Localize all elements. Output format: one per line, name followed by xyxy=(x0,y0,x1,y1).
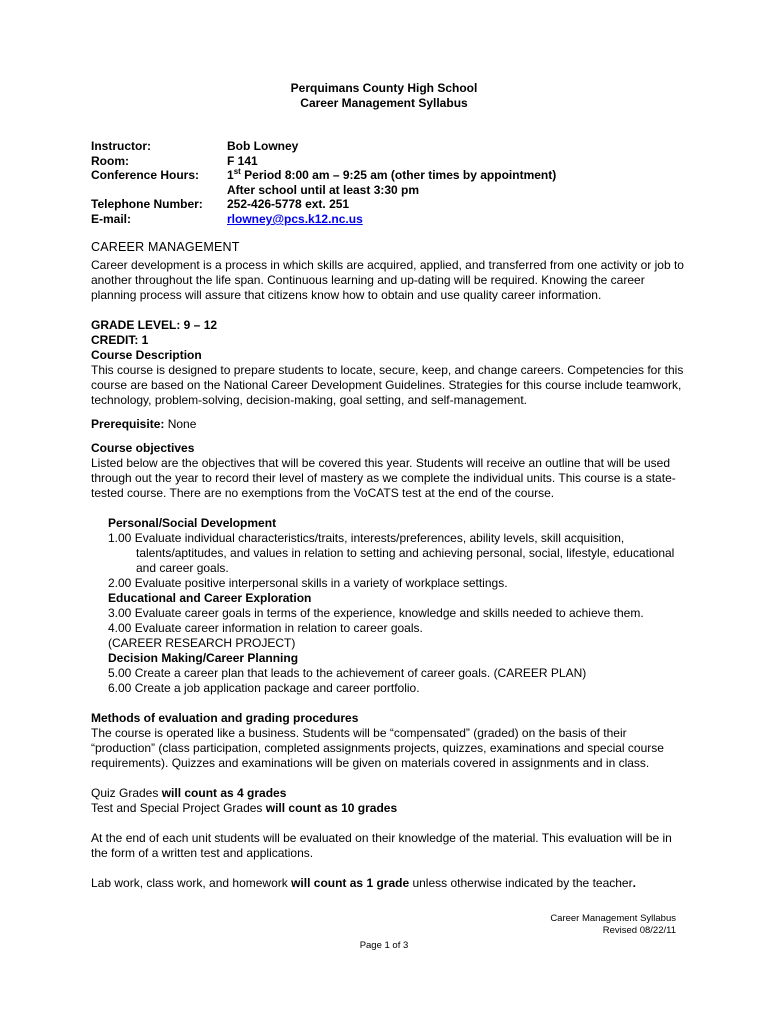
course-description-heading: Course Description xyxy=(91,348,202,362)
instructor-value: Bob Lowney xyxy=(227,139,299,153)
objective-2-00: 2.00 Evaluate positive interpersonal skills in a variety of workplace settings. xyxy=(108,576,508,590)
instructor-info xyxy=(91,139,731,227)
test-grades-prefix: Test and Special Project Grades xyxy=(91,801,266,815)
lab-work-weight: will count as 1 grade xyxy=(291,876,410,890)
conference-row xyxy=(91,168,731,197)
document-title: Career Management Syllabus xyxy=(300,96,468,110)
evaluation-text: The course is operated like a business. Students will be “compensated” (graded) on the basis of their “production” (class participation, completed assignments projects, quizzes, examinations and special course requirements). Quizzes and examinations will be given on materials covered in assignments and in class. xyxy=(91,726,664,770)
email-link[interactable]: rlowney@pcs.k12.nc.us xyxy=(227,211,363,226)
credit: CREDIT: 1 xyxy=(91,333,149,347)
conference-value xyxy=(227,168,731,197)
lab-work-prefix: Lab work, class work, and homework xyxy=(91,876,292,890)
decision-making-heading: Decision Making/Career Planning xyxy=(108,651,299,665)
page-number: Page 1 of 3 xyxy=(359,940,409,951)
personal-social-heading: Personal/Social Development xyxy=(108,516,277,530)
lab-work-grades xyxy=(91,876,691,891)
room-row xyxy=(91,154,731,169)
objective-1-00: 1.00 Evaluate individual characteristics/traits, interests/preferences, ability levels, skill acquisition, talents/aptitudes, and values in relation to setting and achieving personal, social, lifestyle, educational and career goals. xyxy=(108,531,675,575)
room-label: Room: xyxy=(91,153,129,168)
phone-row xyxy=(91,197,731,212)
school-name: Perquimans County High School xyxy=(290,81,478,95)
document-header xyxy=(0,81,768,111)
course-objectives-text: Listed below are the objectives that will be covered this year. Students will receive an outline that will be used through out the year to record their level of mastery as we complete the individual units. This course is a state-tested course. There are no exemptions from the VoCATS test at the end of the course. xyxy=(91,456,676,500)
objective-5-00: 5.00 Create a career plan that leads to the achievement of career goals. (CAREER PLAN) xyxy=(108,666,587,680)
instructor-label: Instructor: xyxy=(91,139,151,153)
objective-6-00: 6.00 Create a job application package and career portfolio. xyxy=(108,681,420,695)
educational-career-heading: Educational and Career Exploration xyxy=(108,591,312,605)
grade-level: GRADE LEVEL: 9 – 12 xyxy=(91,318,218,332)
email-value-wrap xyxy=(227,212,731,227)
lab-work-suffix: unless otherwise indicated by the teacher xyxy=(409,876,633,890)
quiz-grades-weight: will count as 4 grades xyxy=(161,786,287,800)
conference-label: Conference Hours: xyxy=(91,168,200,183)
objective-4-00: 4.00 Evaluate career information in relation to career goals. xyxy=(108,621,423,635)
conference-line2: After school until at least 3:30 pm xyxy=(227,182,420,197)
course-description-text: This course is designed to prepare students to locate, secure, keep, and change careers. Competencies for this course are based on the National Career Development Guidelines. Strategies for this course include teamwork, technology, problem-solving, decision-making, goal setting, and self-management. xyxy=(91,363,684,407)
prerequisite xyxy=(91,417,691,432)
career-research-project-note: (CAREER RESEARCH PROJECT) xyxy=(108,636,296,650)
instructor-row xyxy=(91,139,731,154)
career-management-text: Career development is a process in which skills are acquired, applied, and transferred from one activity or job to another throughout the life span. Continuous learning and up-dating will be required. Knowing the career planning process will assure that citizens know how to obtain and use quality career information. xyxy=(91,258,684,302)
room-value: F 141 xyxy=(227,153,258,168)
phone-label: Telephone Number: xyxy=(91,197,203,212)
prerequisite-label: Prerequisite: xyxy=(91,417,165,431)
conference-line1: Period 8:00 am – 9:25 am (other times by appointment) xyxy=(240,168,557,183)
test-grades xyxy=(91,801,691,816)
course-objectives-heading: Course objectives xyxy=(91,441,195,455)
test-grades-weight: will count as 10 grades xyxy=(265,801,398,815)
email-row xyxy=(91,212,731,227)
conference-period-number: 1 xyxy=(227,168,234,183)
document-body xyxy=(91,240,691,891)
email-label: E-mail: xyxy=(91,211,132,226)
quiz-grades xyxy=(91,786,691,801)
footer-revised-date: Revised 08/22/11 xyxy=(602,925,676,936)
career-management-heading: CAREER MANAGEMENT xyxy=(91,240,240,254)
evaluation-heading: Methods of evaluation and grading procedures xyxy=(91,711,359,725)
footer-info xyxy=(550,913,676,937)
prerequisite-value: None xyxy=(164,417,197,431)
quiz-grades-prefix: Quiz Grades xyxy=(91,786,162,800)
phone-value: 252-426-5778 ext. 251 xyxy=(227,197,350,212)
unit-evaluation-text: At the end of each unit students will be evaluated on their knowledge of the material. This evaluation will be in the form of a written test and applications. xyxy=(91,831,672,860)
footer-doc-title: Career Management Syllabus xyxy=(550,913,676,924)
objective-3-00: 3.00 Evaluate career goals in terms of the experience, knowledge and skills needed to achieve them. xyxy=(108,606,644,620)
lab-work-period: . xyxy=(632,876,636,890)
conference-period-suffix: st xyxy=(233,167,241,177)
